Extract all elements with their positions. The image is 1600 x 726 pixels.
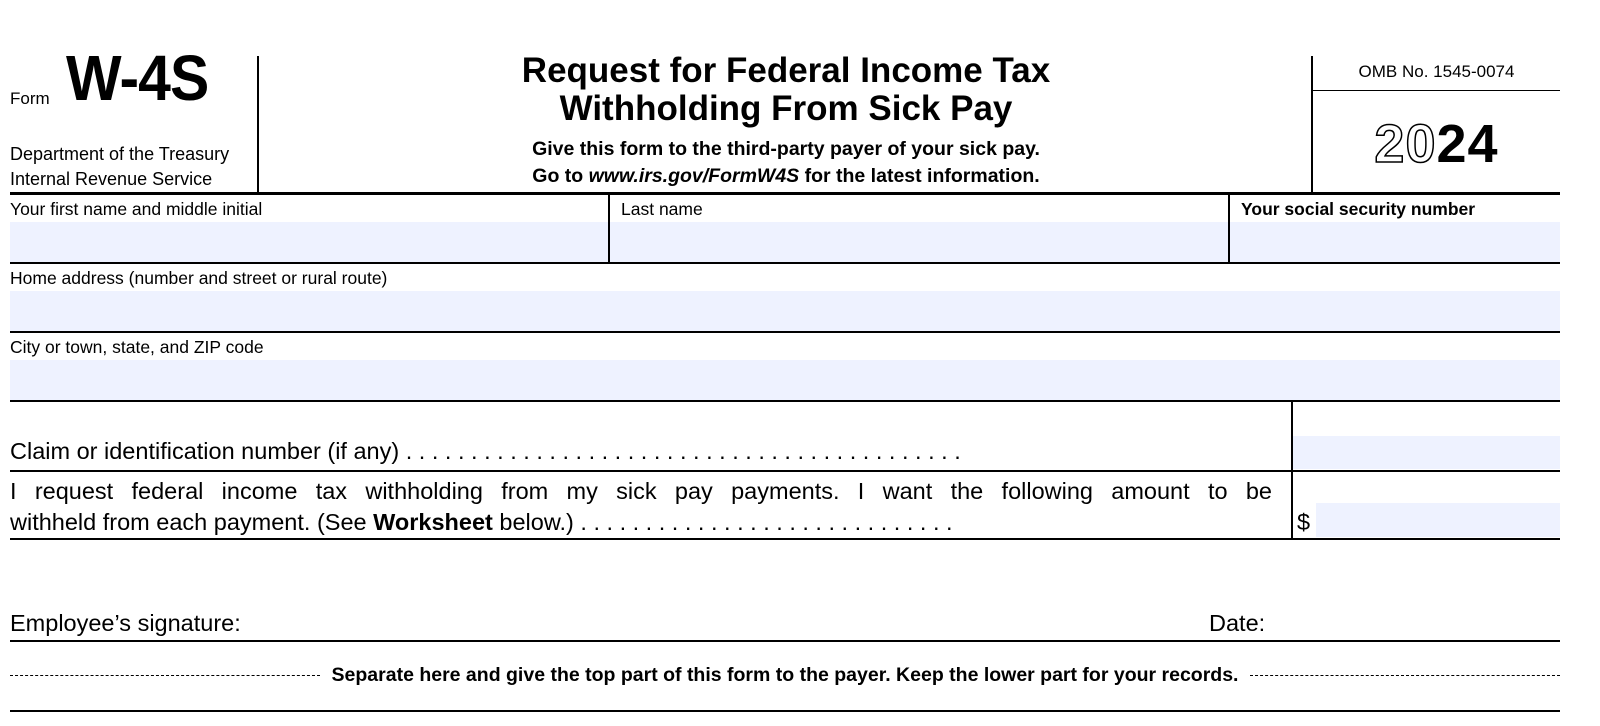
header-bottom-rule — [10, 192, 1560, 195]
separator-dash-left — [10, 675, 320, 676]
date-field[interactable] — [1272, 600, 1560, 638]
department-line1: Department of the Treasury — [10, 144, 230, 164]
bottom-rule — [10, 710, 1560, 712]
request-suffix: below.) — [492, 509, 574, 535]
tax-year — [1313, 114, 1560, 174]
year-bold-digits: 24 — [1436, 114, 1499, 174]
city-label: City or town, state, and ZIP code — [10, 337, 264, 357]
cut-separator — [10, 664, 1560, 687]
year-outline-digits: 20 — [1374, 114, 1437, 174]
claim-rule — [10, 470, 1560, 472]
row1-rule — [10, 262, 1560, 264]
dollar-sign: $ — [1297, 509, 1311, 535]
home-address-field[interactable] — [10, 291, 1560, 331]
header-instructions — [260, 136, 1312, 190]
home-address-label: Home address (number and street or rural route) — [10, 268, 388, 288]
instruction-prefix: Go to — [532, 165, 589, 187]
title-line2: Withholding From Sick Pay — [559, 89, 1013, 128]
claim-leader-dots: . . . . . . . . . . . . . . . . . . . . . . . . . . . . . . . . . . . . . . . . . . . — [405, 438, 961, 464]
omb-number: OMB No. 1545-0074 — [1358, 62, 1515, 81]
city-field[interactable] — [10, 360, 1560, 400]
claim-number-field[interactable] — [1293, 436, 1560, 469]
first-name-field[interactable] — [10, 222, 608, 262]
row2-rule — [10, 331, 1560, 333]
omb-divider — [1313, 90, 1560, 91]
form-word: Form — [10, 89, 50, 108]
separator-dash-right — [1250, 675, 1560, 676]
header-divider-left — [257, 56, 259, 194]
request-line1: I request federal income tax withholding from my sick pay payments. I want the following amount to be — [10, 478, 1272, 504]
signature-label: Employee’s signature: — [10, 610, 241, 636]
instruction-line2 — [260, 163, 1312, 190]
request-leader-dots: . . . . . . . . . . . . . . . . . . . . . . . . . . . . . — [580, 509, 953, 535]
form-number: W-4S — [66, 42, 209, 114]
ssn-label: Your social security number — [1241, 199, 1476, 219]
first-name-label: Your first name and middle initial — [10, 199, 263, 219]
department-line2: Internal Revenue Service — [10, 169, 213, 189]
request-line2 — [10, 507, 953, 538]
signature-field[interactable] — [270, 600, 1190, 638]
instruction-suffix: for the latest information. — [799, 165, 1040, 187]
row3-rule — [10, 400, 1560, 402]
separator-text: Separate here and give the top part of this form to the payer. Keep the lower part for your records. — [331, 664, 1239, 686]
page-title — [260, 52, 1312, 128]
last-name-label: Last name — [621, 199, 703, 219]
instruction-line1: Give this form to the third-party payer of your sick pay. — [532, 138, 1040, 160]
claim-row — [10, 436, 961, 467]
withholding-amount-field[interactable] — [1316, 503, 1560, 537]
worksheet-reference: Worksheet — [373, 509, 493, 535]
date-label: Date: — [1209, 610, 1266, 636]
ssn-field[interactable] — [1230, 222, 1560, 262]
request-prefix: withheld from each payment. (See — [10, 509, 374, 535]
title-line1: Request for Federal Income Tax — [521, 51, 1051, 90]
irs-url-link[interactable]: www.irs.gov/FormW4S — [588, 165, 800, 187]
last-name-field[interactable] — [610, 222, 1228, 262]
claim-label: Claim or identification number (if any) — [10, 438, 400, 464]
request-rule — [10, 538, 1560, 540]
signature-rule — [10, 640, 1560, 642]
department-block — [10, 142, 229, 192]
